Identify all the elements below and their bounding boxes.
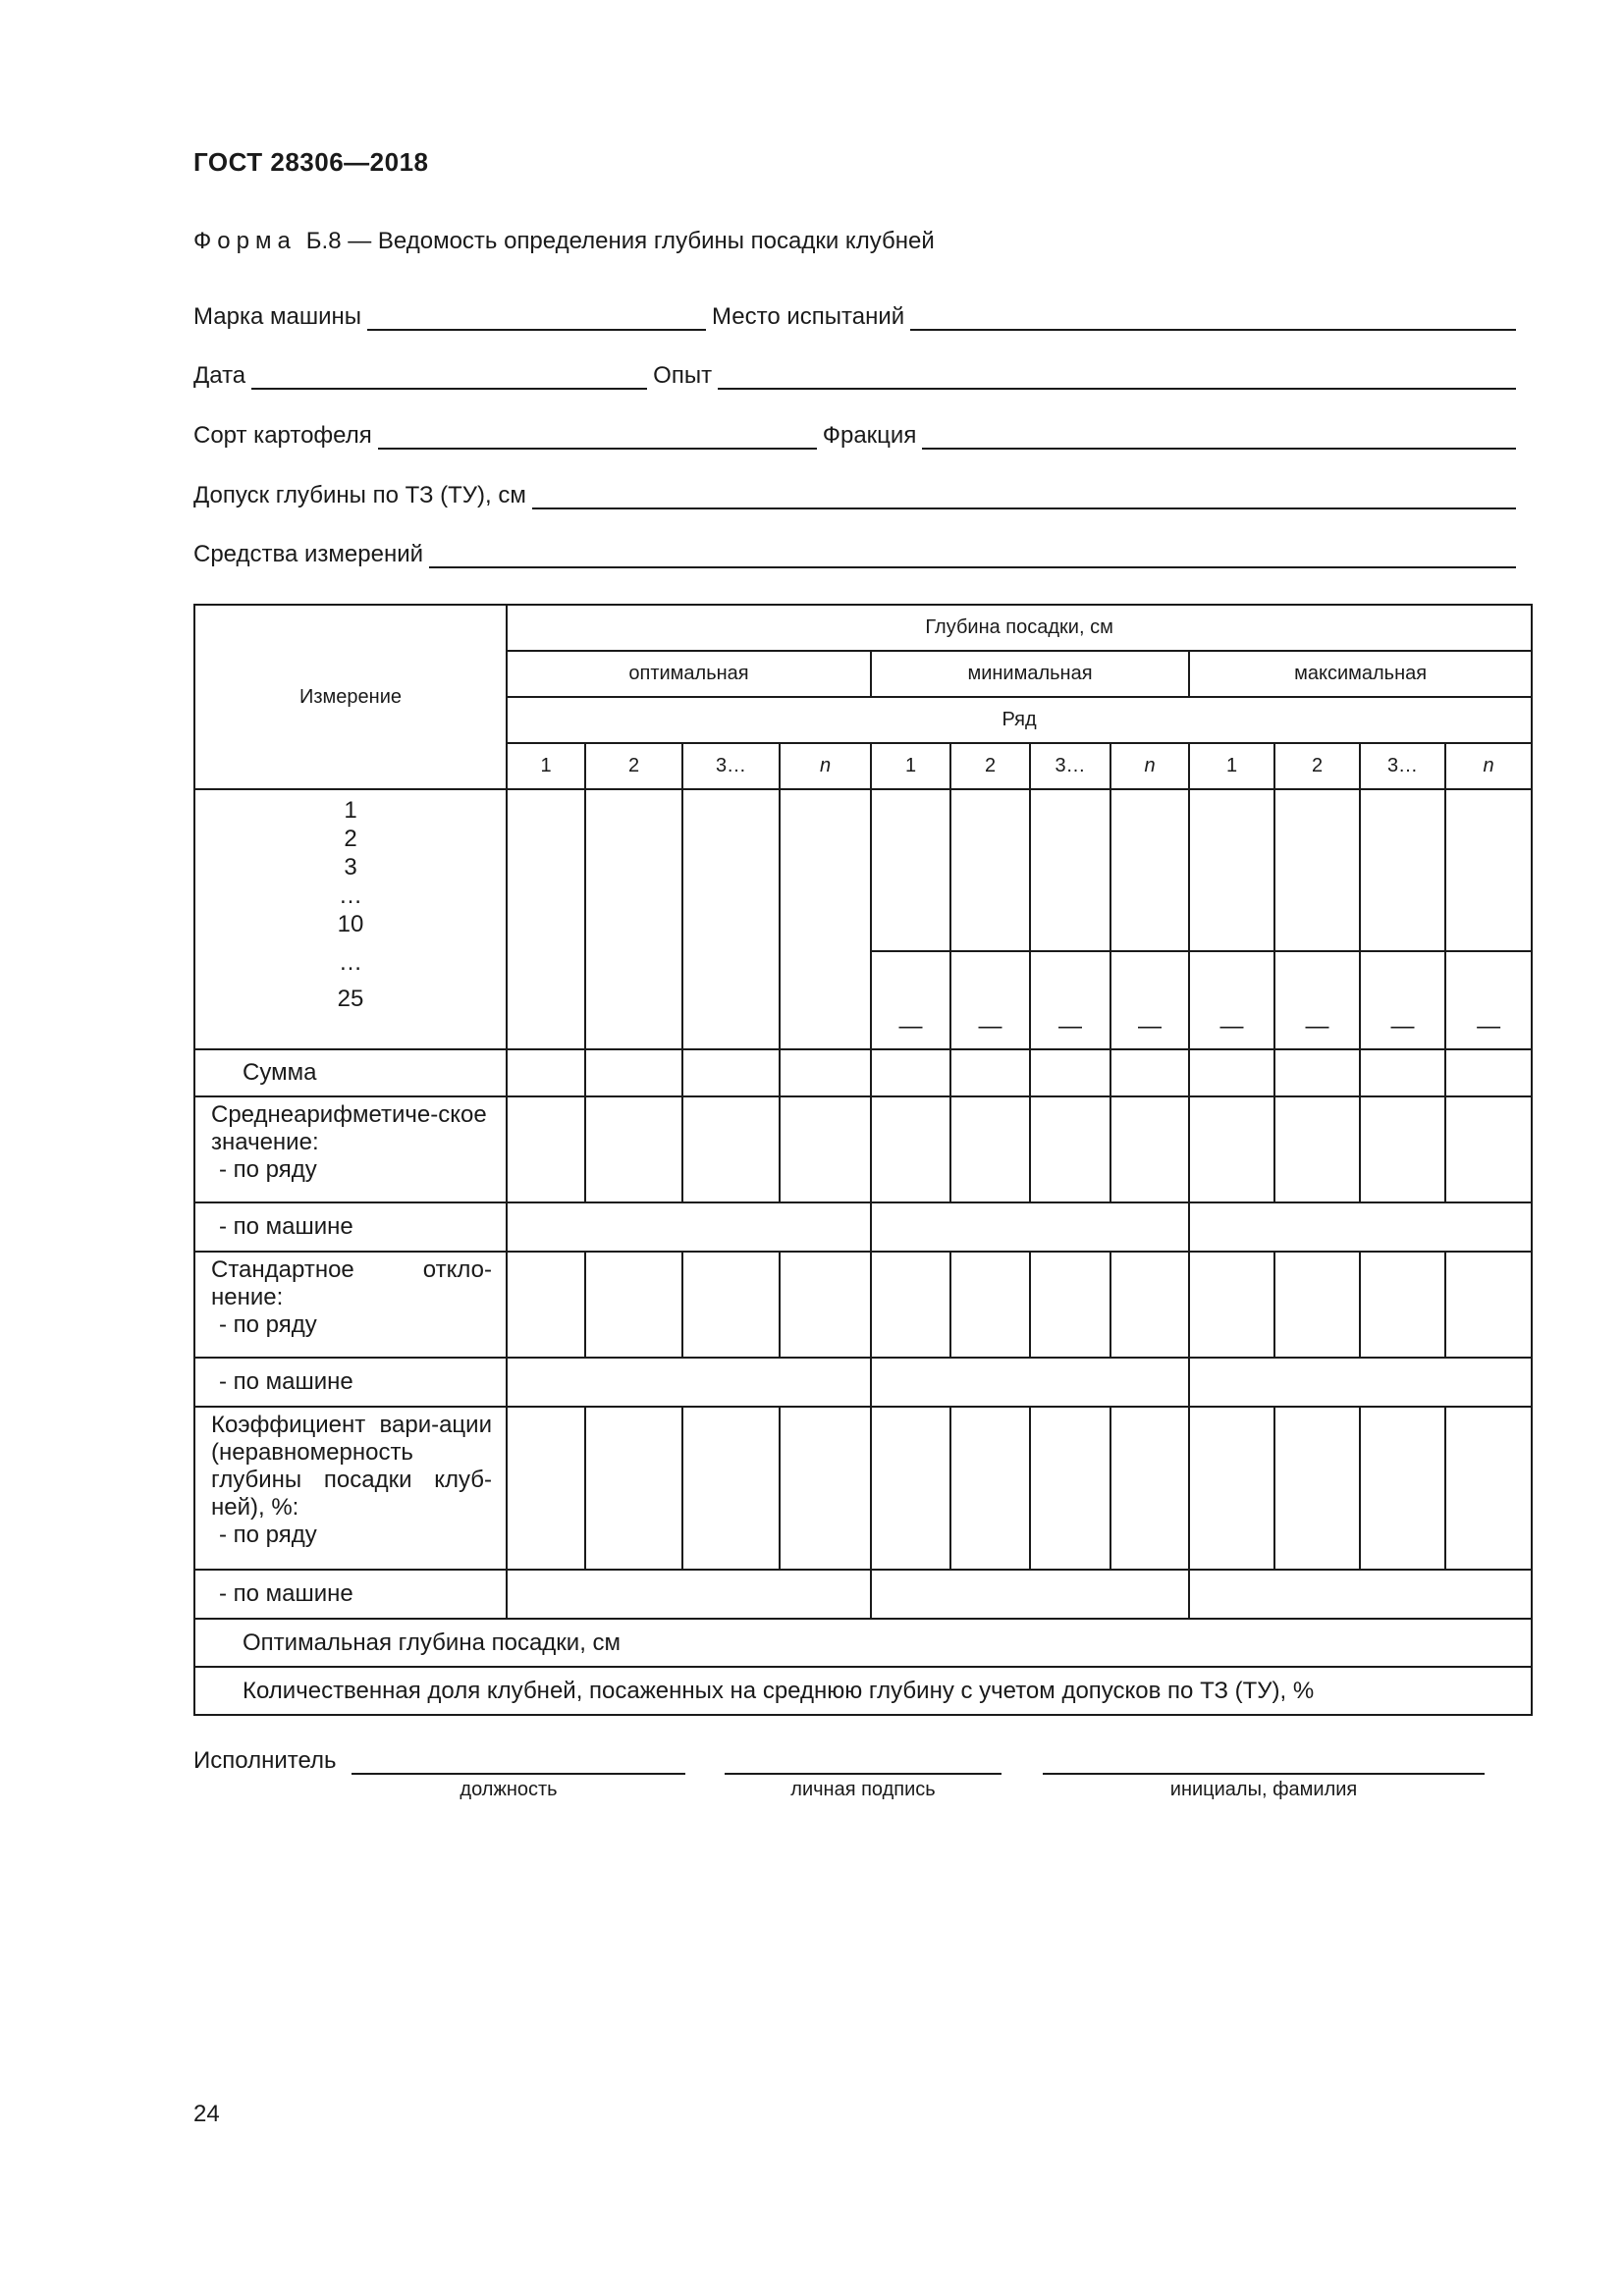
- cell[interactable]: [585, 1096, 682, 1202]
- field-row-variety: [193, 416, 1522, 450]
- cell[interactable]: [871, 789, 950, 951]
- tolerance-field[interactable]: [532, 484, 1516, 509]
- cell[interactable]: [1030, 1096, 1110, 1202]
- group-maximal: максимальная: [1189, 651, 1532, 697]
- test-place-label: Место испытаний: [712, 303, 905, 330]
- cell[interactable]: [507, 1252, 585, 1358]
- cell[interactable]: [585, 1049, 682, 1096]
- optimal-depth-row: Оптимальная глубина посадки, см: [194, 1619, 1532, 1667]
- cell[interactable]: [780, 1096, 871, 1202]
- instruments-field[interactable]: [429, 543, 1516, 568]
- cell[interactable]: [507, 1202, 871, 1252]
- cell[interactable]: [1274, 1096, 1360, 1202]
- cell[interactable]: [950, 1252, 1030, 1358]
- row-num: 1: [1189, 743, 1274, 789]
- row-header: Ряд: [507, 697, 1532, 743]
- experiment-field[interactable]: [718, 364, 1516, 390]
- cell[interactable]: [1360, 1096, 1445, 1202]
- fraction-field[interactable]: [922, 424, 1516, 450]
- cell[interactable]: [950, 1096, 1030, 1202]
- cell[interactable]: [1110, 1049, 1189, 1096]
- cell[interactable]: [780, 789, 871, 1049]
- measurement-item: 2: [344, 826, 357, 852]
- row-num: 3…: [1030, 743, 1110, 789]
- mean-label: [194, 1096, 507, 1202]
- cell[interactable]: [682, 789, 780, 1049]
- test-place-field[interactable]: [910, 305, 1516, 331]
- cell[interactable]: [1030, 1252, 1110, 1358]
- measurement-item: 10: [337, 911, 364, 937]
- page-number: 24: [193, 2101, 220, 2127]
- field-row-date: [193, 356, 1522, 390]
- row-num: 2: [1274, 743, 1360, 789]
- cell[interactable]: [507, 1570, 871, 1619]
- variety-field[interactable]: [378, 424, 817, 450]
- name-field[interactable]: [1043, 1771, 1485, 1775]
- dash-cell: —: [1274, 951, 1360, 1049]
- form-title-text: Б.8 — Ведомость определения глубины посадки клубней: [305, 228, 935, 254]
- signature-field[interactable]: [725, 1771, 1001, 1775]
- sum-label: Сумма: [194, 1049, 507, 1096]
- cell[interactable]: [780, 1407, 871, 1570]
- cell[interactable]: [1189, 789, 1274, 951]
- row-num: 2: [585, 743, 682, 789]
- cell[interactable]: [585, 789, 682, 1049]
- dash-cell: —: [1360, 951, 1445, 1049]
- group-minimal: минимальная: [871, 651, 1189, 697]
- std-label: [194, 1252, 507, 1358]
- share-row: Количественная доля клубней, посаженных на среднюю глубину с учетом допусков по ТЗ (ТУ), %: [194, 1667, 1532, 1715]
- dash-cell: —: [1445, 951, 1532, 1049]
- mean-label-text: Среднеарифметиче-ское значение:: [211, 1101, 487, 1155]
- cell[interactable]: [780, 1252, 871, 1358]
- cell[interactable]: [1189, 1049, 1274, 1096]
- cell[interactable]: [1189, 1570, 1532, 1619]
- dash-cell: —: [1189, 951, 1274, 1049]
- cell[interactable]: [1360, 789, 1445, 951]
- cell[interactable]: [1445, 789, 1532, 951]
- std-label-text: Стандартное откло-нение:: [211, 1256, 492, 1310]
- cell[interactable]: [1274, 789, 1360, 951]
- dash-cell: —: [1030, 951, 1110, 1049]
- date-field[interactable]: [251, 364, 647, 390]
- name-caption: инициалы, фамилия: [1169, 1779, 1358, 1800]
- field-row-tolerance: [193, 476, 1522, 509]
- std-by-row: - по ряду: [219, 1311, 317, 1338]
- cell[interactable]: [871, 1570, 1189, 1619]
- position-caption: должность: [460, 1779, 558, 1800]
- row-num: 2: [950, 743, 1030, 789]
- cell[interactable]: [682, 1407, 780, 1570]
- cell[interactable]: [1360, 1407, 1445, 1570]
- cell[interactable]: [585, 1407, 682, 1570]
- cell[interactable]: [1189, 1202, 1532, 1252]
- cell[interactable]: [507, 789, 585, 1049]
- cell[interactable]: [1030, 1049, 1110, 1096]
- cell[interactable]: [1274, 1407, 1360, 1570]
- cell[interactable]: [507, 1358, 871, 1407]
- cv-label: [194, 1407, 507, 1570]
- cell[interactable]: [507, 1407, 585, 1570]
- cell[interactable]: [1189, 1096, 1274, 1202]
- cell[interactable]: [1030, 1407, 1110, 1570]
- cell[interactable]: [507, 1049, 585, 1096]
- mean-by-machine: - по машине: [194, 1202, 507, 1252]
- cv-by-machine: - по машине: [194, 1570, 507, 1619]
- cell[interactable]: [1445, 1252, 1532, 1358]
- cell[interactable]: [1274, 1252, 1360, 1358]
- cell[interactable]: [1189, 1252, 1274, 1358]
- cell[interactable]: [1445, 1049, 1532, 1096]
- depth-table: [193, 604, 1533, 1716]
- cell[interactable]: [871, 1358, 1189, 1407]
- cell[interactable]: [871, 1407, 950, 1570]
- cell[interactable]: [1110, 1407, 1189, 1570]
- row-num: 3…: [1360, 743, 1445, 789]
- cell[interactable]: [1110, 1252, 1189, 1358]
- cell[interactable]: [585, 1252, 682, 1358]
- row-num: 1: [871, 743, 950, 789]
- experiment-label: Опыт: [653, 362, 713, 389]
- cell[interactable]: [950, 1407, 1030, 1570]
- cell[interactable]: [950, 789, 1030, 951]
- position-field[interactable]: [352, 1771, 685, 1775]
- cell[interactable]: [507, 1096, 585, 1202]
- dash-cell: —: [1110, 951, 1189, 1049]
- measurement-list: [194, 789, 507, 1049]
- machine-label: Марка машины: [193, 303, 362, 330]
- cell[interactable]: [871, 1202, 1189, 1252]
- cell[interactable]: [1110, 1096, 1189, 1202]
- cell[interactable]: [1189, 1407, 1274, 1570]
- date-label: Дата: [193, 362, 246, 389]
- cell[interactable]: [1274, 1049, 1360, 1096]
- measurement-header: Измерение: [194, 605, 507, 789]
- measurement-item: …: [339, 949, 362, 976]
- executor-label: Исполнитель: [193, 1747, 337, 1774]
- measurement-item: …: [339, 882, 362, 909]
- cv-label-text: Коэффициент вари-ации (неравномерность глубины посадки клуб-ней), %:: [211, 1412, 492, 1521]
- cell[interactable]: [1030, 789, 1110, 951]
- cv-by-row: - по ряду: [219, 1522, 317, 1548]
- row-num: n: [1445, 743, 1532, 789]
- row-num: n: [780, 743, 871, 789]
- cell[interactable]: [871, 1049, 950, 1096]
- fraction-label: Фракция: [822, 422, 917, 449]
- measurement-item: 3: [344, 854, 357, 881]
- cell[interactable]: [1360, 1049, 1445, 1096]
- row-num: n: [1110, 743, 1189, 789]
- cell[interactable]: [1445, 1096, 1532, 1202]
- document-header: ГОСТ 28306—2018: [193, 147, 429, 177]
- cell[interactable]: [682, 1049, 780, 1096]
- std-by-machine: - по машине: [194, 1358, 507, 1407]
- form-title-prefix: Форма: [193, 228, 297, 254]
- tolerance-label: Допуск глубины по ТЗ (ТУ), см: [193, 482, 526, 508]
- cell[interactable]: [871, 1252, 950, 1358]
- mean-by-row: - по ряду: [219, 1156, 317, 1183]
- form-title: [193, 228, 935, 255]
- cell[interactable]: [682, 1252, 780, 1358]
- field-row-machine: [193, 297, 1522, 331]
- cell[interactable]: [871, 1096, 950, 1202]
- measurement-item: 25: [337, 986, 364, 1012]
- signature-caption: личная подпись: [790, 1779, 936, 1800]
- cell[interactable]: [1360, 1252, 1445, 1358]
- cell[interactable]: [1110, 789, 1189, 951]
- cell[interactable]: [1189, 1358, 1532, 1407]
- dash-cell: —: [950, 951, 1030, 1049]
- cell[interactable]: [1445, 1407, 1532, 1570]
- instruments-label: Средства измерений: [193, 541, 424, 567]
- variety-label: Сорт картофеля: [193, 422, 372, 449]
- depth-header: Глубина посадки, см: [507, 605, 1532, 651]
- group-optimal: оптимальная: [507, 651, 871, 697]
- cell[interactable]: [682, 1096, 780, 1202]
- cell[interactable]: [950, 1049, 1030, 1096]
- cell[interactable]: [780, 1049, 871, 1096]
- row-num: 3…: [682, 743, 780, 789]
- machine-field[interactable]: [367, 305, 706, 331]
- row-num: 1: [507, 743, 585, 789]
- measurement-item: 1: [344, 797, 357, 824]
- field-row-instruments: [193, 535, 1522, 568]
- dash-cell: —: [871, 951, 950, 1049]
